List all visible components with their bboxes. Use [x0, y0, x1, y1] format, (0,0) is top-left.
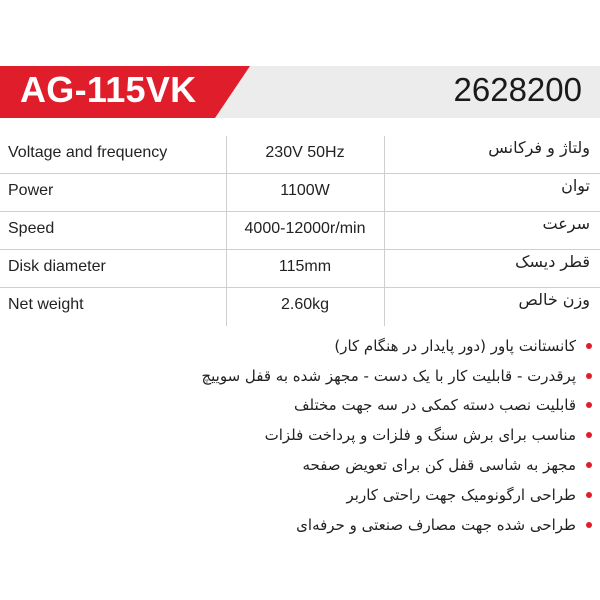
spec-table	[0, 136, 600, 326]
spec-label-fa: قطر دیسک	[515, 252, 590, 271]
feature-item	[32, 331, 592, 361]
spec-row	[0, 174, 600, 212]
product-code: 2628200	[453, 71, 582, 108]
feature-text: طراحی ارگونومیک جهت راحتی کاربر	[346, 485, 576, 504]
feature-text: مناسب برای برش سنگ و فلزات و پرداخت فلزات	[264, 426, 576, 445]
feature-text: کانستانت پاور (دور پایدار در هنگام کار)	[334, 336, 576, 355]
product-header	[0, 66, 600, 118]
spec-row	[0, 250, 600, 288]
feature-text: مجهز به شاسی قفل کن برای تعویض صفحه	[302, 456, 576, 475]
feature-text: قابلیت نصب دسته کمکی در سه جهت مختلف	[293, 396, 576, 415]
spec-value: 230V 50Hz	[265, 144, 345, 161]
spec-label-en: Net weight	[8, 296, 84, 313]
spec-label-fa: سرعت	[542, 214, 590, 233]
bullet-dot-icon	[586, 402, 592, 408]
spec-label-fa: وزن خالص	[518, 290, 590, 309]
bullet-dot-icon	[586, 492, 592, 498]
model-name: AG-115VK	[20, 69, 197, 110]
spec-label-en: Power	[8, 182, 54, 199]
feature-item	[32, 361, 592, 391]
spec-row	[0, 288, 600, 326]
feature-text: طراحی شده جهت مصارف صنعتی و حرفه‌ای	[296, 515, 576, 534]
feature-item	[32, 480, 592, 510]
bullet-dot-icon	[586, 522, 592, 528]
spec-label-en: Voltage and frequency	[8, 144, 168, 161]
feature-item	[32, 510, 592, 540]
bullet-dot-icon	[586, 432, 592, 438]
feature-item	[32, 391, 592, 421]
spec-value: 2.60kg	[280, 296, 330, 313]
spec-value: 4000-12000r/min	[244, 220, 366, 237]
feature-item	[32, 450, 592, 480]
spec-row	[0, 136, 600, 174]
feature-list	[32, 331, 592, 540]
spec-label-en: Speed	[8, 220, 55, 237]
feature-item	[32, 420, 592, 450]
feature-text: پرقدرت - قابلیت کار با یک دست - مجهز شده به قفل سوییچ	[201, 366, 576, 385]
bullet-dot-icon	[586, 373, 592, 379]
spec-label-en: Disk diameter	[8, 258, 106, 275]
spec-row	[0, 212, 600, 250]
spec-label-fa: ولتاژ و فرکانس	[488, 138, 590, 157]
bullet-dot-icon	[586, 462, 592, 468]
spec-value: 1100W	[280, 182, 330, 199]
spec-value: 115mm	[278, 258, 332, 275]
bullet-dot-icon	[586, 343, 592, 349]
spec-label-fa: توان	[561, 176, 590, 195]
